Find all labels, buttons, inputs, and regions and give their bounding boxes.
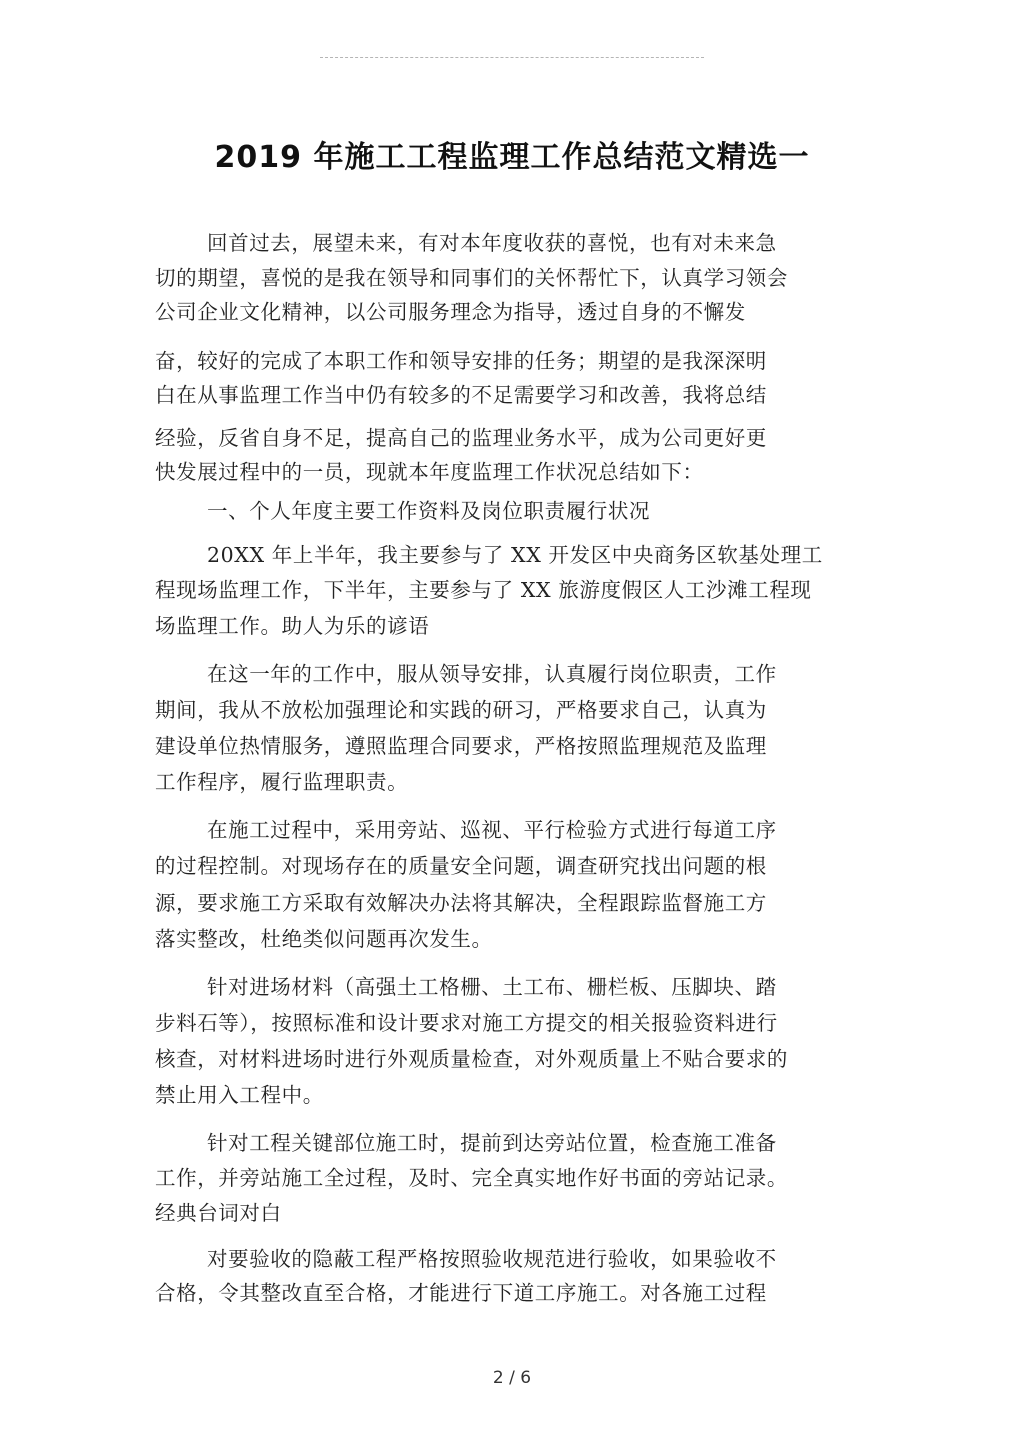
- text-line: 的过程控制。对现场存在的质量安全问题，调查研究找出问题的根: [155, 854, 767, 878]
- text-line: 步料石等），按照标准和设计要求对施工方提交的相关报验资料进行: [155, 1011, 778, 1035]
- text-line: 在施工过程中，采用旁站、巡视、平行检验方式进行每道工序: [207, 818, 777, 842]
- text-line: 禁止用入工程中。: [155, 1083, 324, 1107]
- text-line: 核查，对材料进场时进行外观质量检查，对外观质量上不贴合要求的: [155, 1047, 788, 1071]
- text-line: 期间，我从不放松加强理论和实践的研习，严格要求自己，认真为: [155, 698, 767, 722]
- text-line: 对要验收的隐蔽工程严格按照验收规范进行验收，如果验收不: [207, 1247, 777, 1271]
- text-line: 切的期望，喜悦的是我在领导和同事们的关怀帮忙下，认真学习领会: [155, 266, 788, 290]
- text-line: 公司企业文化精神，以公司服务理念为指导，透过自身的不懈发: [155, 300, 746, 324]
- text-line: 奋，较好的完成了本职工作和领导安排的任务；期望的是我深深明: [155, 349, 767, 373]
- text-line: 在这一年的工作中，服从领导安排，认真履行岗位职责，工作: [207, 662, 777, 686]
- text-line: 工作程序，履行监理职责。: [155, 770, 409, 794]
- text-line: 源，要求施工方采取有效解决办法将其解决，全程跟踪监督施工方: [155, 891, 767, 915]
- text-line: 针对工程关键部位施工时，提前到达旁站位置，检查施工准备: [207, 1131, 777, 1155]
- header-dashed-rule: [320, 57, 704, 58]
- text-line: 程现场监理工作，下半年，主要参与了 XX 旅游度假区人工沙滩工程现: [155, 578, 812, 602]
- text-line: 白在从事监理工作当中仍有较多的不足需要学习和改善，我将总结: [155, 383, 767, 407]
- text-line: 回首过去，展望未来，有对本年度收获的喜悦，也有对未来急: [207, 231, 777, 255]
- text-line: 场监理工作。助人为乐的谚语: [155, 614, 430, 638]
- text-line: 建设单位热情服务，遵照监理合同要求，严格按照监理规范及监理: [155, 734, 767, 758]
- text-line: 工作，并旁站施工全过程，及时、完全真实地作好书面的旁站记录。: [155, 1166, 788, 1190]
- text-line: 经典台词对白: [155, 1201, 282, 1225]
- page-title: 2019 年施工工程监理工作总结范文精选一: [214, 140, 810, 175]
- text-line: 针对进场材料（高强土工格栅、土工布、栅栏板、压脚块、踏: [207, 975, 777, 999]
- text-line: 20XX 年上半年，我主要参与了 XX 开发区中央商务区软基处理工: [207, 543, 823, 567]
- text-line: 合格，令其整改直至合格，才能进行下道工序施工。对各施工过程: [155, 1281, 767, 1305]
- text-line: 经验，反省自身不足，提高自己的监理业务水平，成为公司更好更: [155, 426, 767, 450]
- text-line: 一、个人年度主要工作资料及岗位职责履行状况: [207, 499, 651, 523]
- text-line: 落实整改，杜绝类似问题再次发生。: [155, 927, 493, 951]
- page-number: 2 / 6: [492, 1368, 532, 1388]
- text-line: 快发展过程中的一员，现就本年度监理工作状况总结如下：: [155, 460, 704, 484]
